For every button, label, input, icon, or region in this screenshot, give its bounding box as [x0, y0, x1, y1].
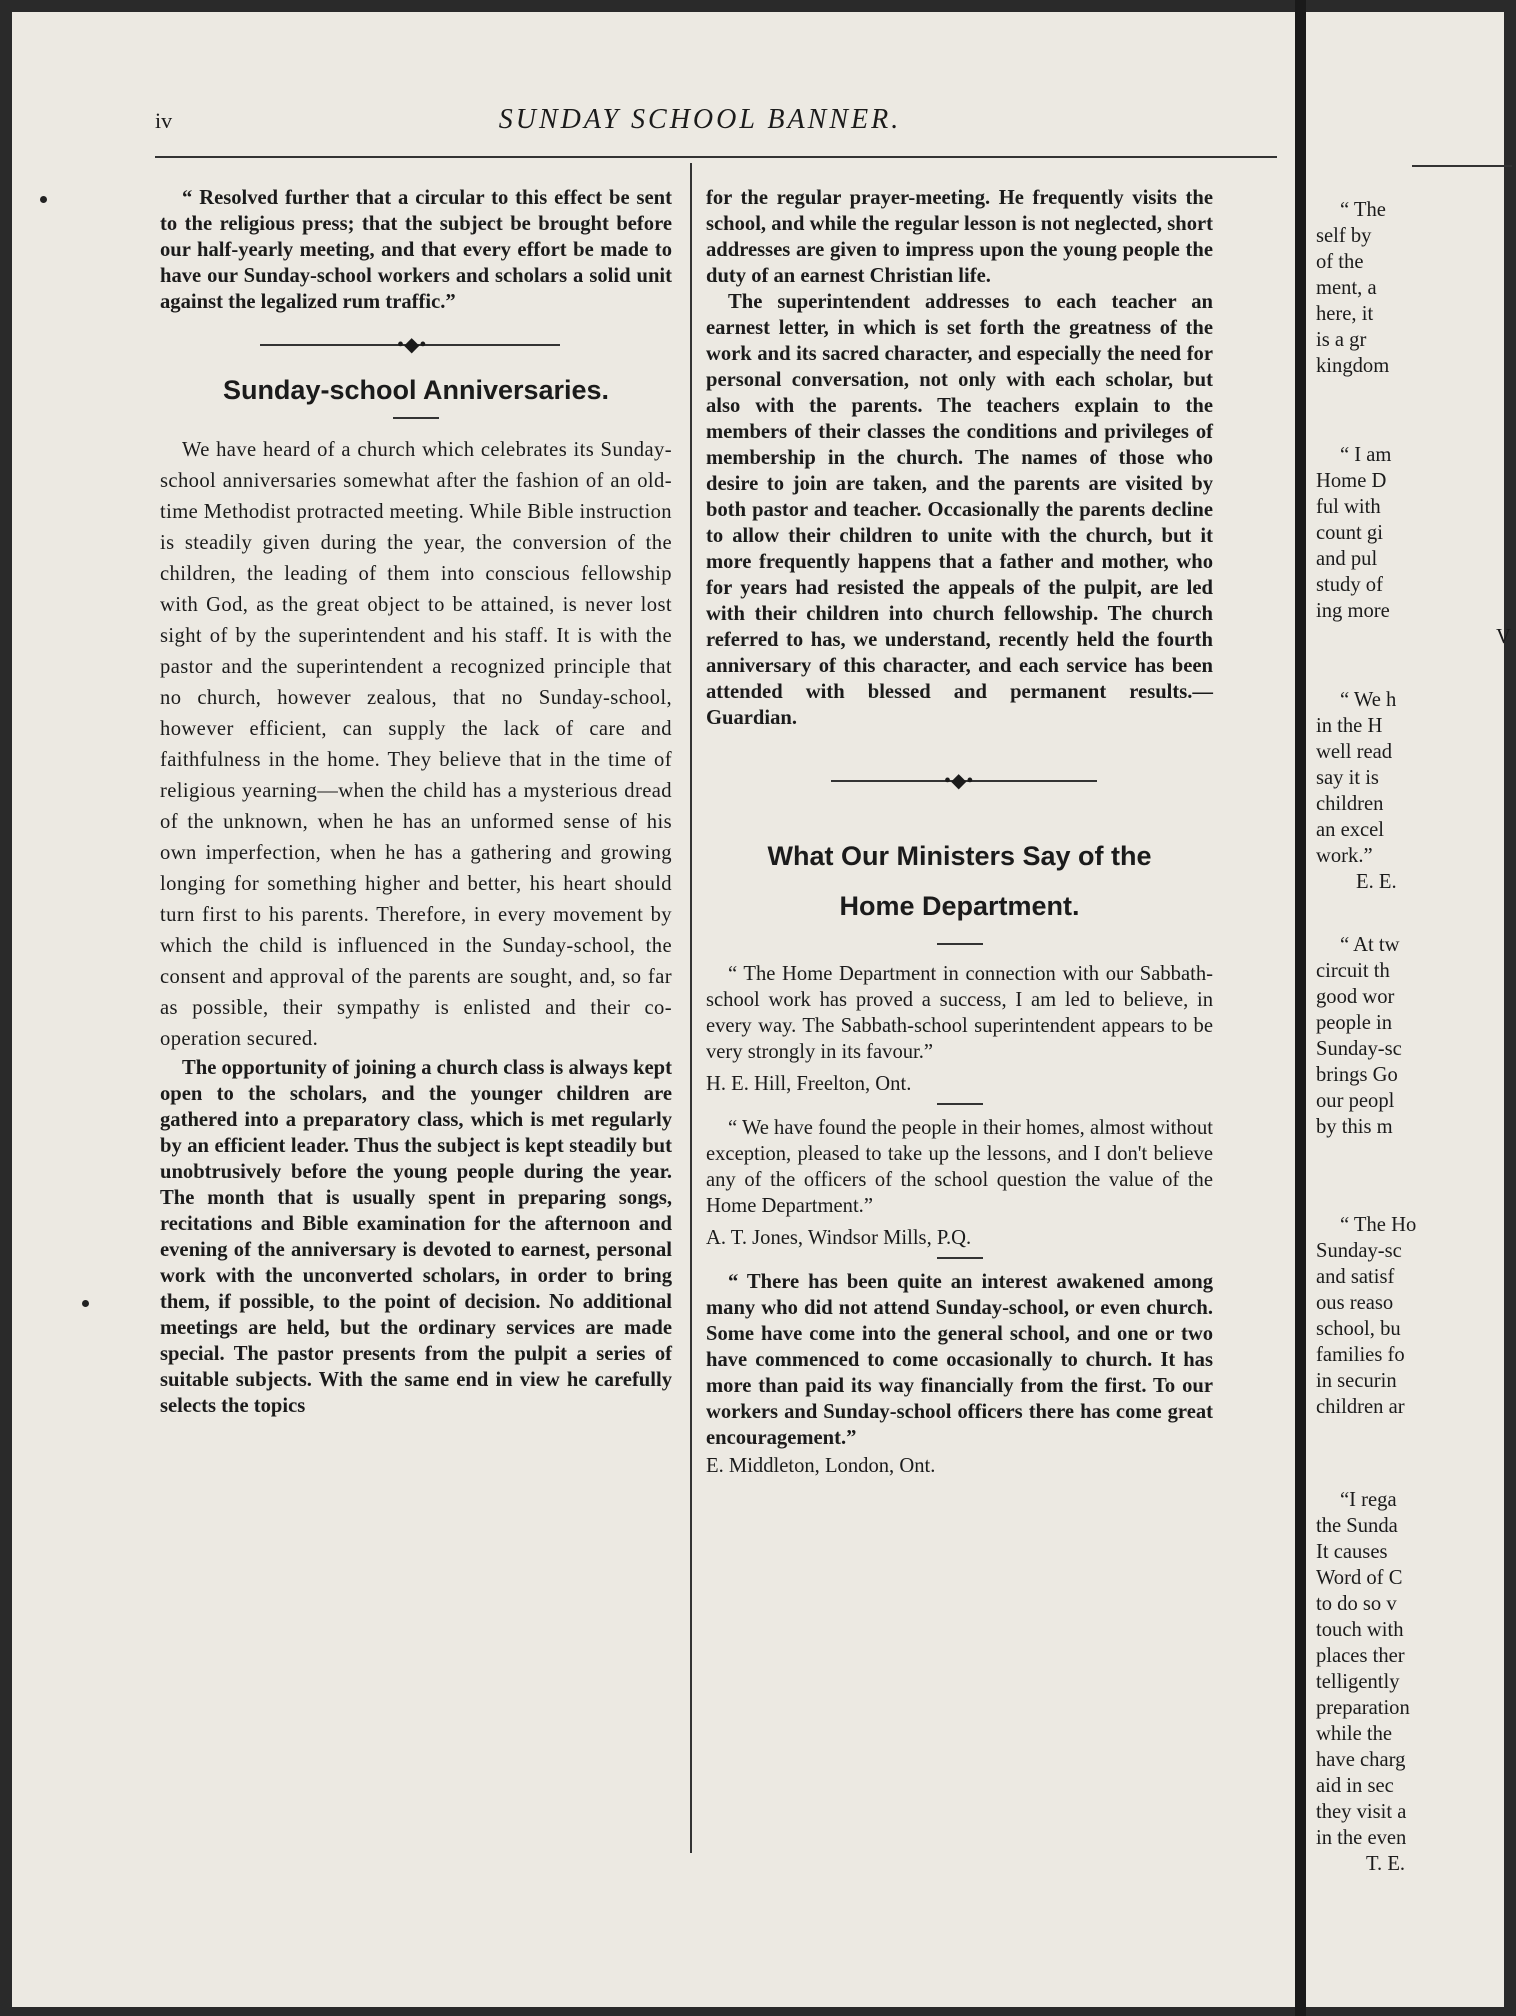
fragment-line: they visit a [1316, 1801, 1407, 1823]
fragment-line: in the even [1316, 1827, 1407, 1849]
fragment-line: aid in sec [1316, 1775, 1394, 1797]
section-ornament [160, 329, 672, 361]
fragment-line: to do so v [1316, 1593, 1397, 1615]
fragment-line: places ther [1316, 1645, 1405, 1667]
ornament-dot-icon: •◆• [944, 770, 974, 792]
fragment-line: children [1316, 793, 1384, 815]
fragment-line: in securin [1316, 1370, 1397, 1392]
anniversaries-paragraph-2: The opportunity of joining a church class is always kept open to the scholars, and the younger children are gathered into a preparatory class, which is met regularly by an efficient leader. Thus the subject is kept steadily but unobtrusively before the young people during the year. The month that is usually spent in preparing songs, recitations and Bible examination for the afternoon and evening of the anniversary is devoted to earnest, personal work with the unconverted scholars, in order to bring them, if possible, to the point of decision. No additional meetings are held, but the ordinary services are made special. The pastor presents from the pulpit a series of suitable subjects. With the same end in view he carefully selects the topics [160, 1057, 672, 1417]
fragment-line: of the [1316, 251, 1364, 273]
resolution-paragraph: “ Resolved further that a circular to this effect be sent to the religious press; that the subject be brought before our half-yearly meeting, and that every effort be made to have our Sunday-school workers and scholars a solid unit against the legalized rum traffic.” [160, 187, 672, 313]
fragment-line: ment, a [1316, 277, 1377, 299]
fragment-line: touch with [1316, 1619, 1404, 1641]
fragment-line: and satisf [1316, 1266, 1395, 1288]
fragment-line: “ We h [1340, 689, 1397, 711]
fragment-block-3 [1316, 687, 1516, 895]
fragment-line: our peopl [1316, 1090, 1395, 1112]
fragment-line: ous reaso [1316, 1292, 1394, 1314]
fragment-block-5 [1316, 1212, 1516, 1420]
fragment-block-4 [1316, 932, 1516, 1140]
fragment-line: kingdom [1316, 355, 1390, 377]
signature-hill: H. E. Hill, Freelton, Ont. [706, 1073, 912, 1095]
section-ornament [706, 765, 1213, 797]
heading-rule [393, 417, 439, 419]
fragment-line: work.” [1316, 845, 1373, 867]
heading-ministers [706, 831, 1213, 931]
quote-middleton: “ There has been quite an interest awakened among many who did not attend Sunday-school, or even church. Some have come into the general school, and one or two have commenced to come occasionally to church. It has more than paid its way financially from the first. To our workers and Sunday-school officers there has come great encouragement.” [706, 1271, 1213, 1449]
signature-middleton: E. Middleton, London, Ont. [706, 1455, 936, 1477]
fragment-line: It causes [1316, 1541, 1388, 1563]
fragment-line: “ At tw [1340, 934, 1400, 956]
separator-rule [937, 1257, 983, 1259]
quote-hill: “ The Home Department in connection with our Sabbath-school work has proved a success, I am led to believe, in every way. The Sabbath-school superintendent appears to be very strongly in its favour.” [706, 963, 1213, 1063]
fragment-line: children ar [1316, 1396, 1405, 1418]
right-fragment-container [1306, 12, 1511, 2007]
fragment-block-2 [1316, 442, 1516, 650]
fragment-line: study of [1316, 574, 1383, 596]
fragment-line: “I rega [1340, 1489, 1397, 1511]
fragment-line: families fo [1316, 1344, 1405, 1366]
running-title: SUNDAY SCHOOL BANNER. [498, 104, 902, 135]
fragment-line: well read [1316, 741, 1393, 763]
fragment-line: telligently [1316, 1671, 1400, 1693]
scan-speck [82, 1300, 89, 1307]
fragment-line: T. E. [1366, 1853, 1406, 1875]
fragment-line: self by [1316, 225, 1372, 247]
fragment-line: good wor [1316, 986, 1395, 1008]
separator-rule [937, 1103, 983, 1105]
fragment-line: school, bu [1316, 1318, 1401, 1340]
fragment-line: brings Go [1316, 1064, 1398, 1086]
fragment-line: E. E. [1356, 871, 1397, 893]
column-rule [690, 163, 692, 1853]
fragment-line: “ The [1340, 199, 1386, 221]
fragment-block-1 [1316, 197, 1516, 379]
anniversaries-paragraph-1: We have heard of a church which celebrates its Sunday-school anniversaries somewhat after the fashion of an old-time Methodist protracted meeting. While Bible instruction is steadily given during the year, the conversion of the children, the leading of them into conscious fellowship with God, as the great object to be attained, is never lost sight of by the superintendent and his staff. It is with the pastor and the superintendent a recognized principle that no church, however zealous, that no Sunday-school, however efficient, can supply the lack of care and faithfulness in the home. They believe that in the time of religious yearning—when the child has a mysterious dread of the unknown, when he has an unformed sense of his own imperfection, when he has a gathering and growing longing for something higher and better, his heart should turn first to his parents. Therefore, in every movement by which the child is influenced in the Sunday-school, the consent and approval of the parents are sought, and, so far as possible, their sympathy is enlisted and their co-operation secured. [160, 439, 672, 1050]
heading-rule [937, 943, 983, 945]
fragment-line: “ I am [1340, 444, 1392, 466]
header-rule [155, 156, 1277, 158]
fragment-line: count gi [1316, 522, 1383, 544]
ornament-dot-icon: •◆• [397, 334, 427, 356]
fragment-line: have charg [1316, 1749, 1406, 1771]
right-header-rule [1412, 165, 1512, 167]
fragment-line: people in [1316, 1012, 1393, 1034]
heading-anniversaries: Sunday-school Anniversaries. [222, 375, 610, 405]
fragment-line: Home D [1316, 470, 1387, 492]
fragment-line: an excel [1316, 819, 1385, 841]
signature-jones: A. T. Jones, Windsor Mills, P.Q. [706, 1227, 972, 1249]
fragment-line: Sunday-sc [1316, 1038, 1402, 1060]
page-number: iv [155, 108, 173, 133]
scan-speck [40, 196, 47, 203]
fragment-line: while the [1316, 1723, 1393, 1745]
fragment-line: say it is [1316, 767, 1379, 789]
fragment-line: ful with [1316, 496, 1381, 518]
fragment-line: is a gr [1316, 329, 1367, 351]
superintendent-paragraph: The superintendent addresses to each teacher an earnest letter, in which is set forth the greatness of the work and its sacred character, and especially the need for personal conversation, not only with each scholar, but also with the parents. The teachers explain to the members of their classes the conditions and privileges of membership in the church. The names of those who desire to join are taken, and the parents are visited by both pastor and teacher. Occasionally the parents decline to allow their children to unite with the church, but it more frequently happens that a father and mother, who for years had resisted the appeals of the pulpit, are led with their children into church fellowship. The church referred to has, we understand, recently held the fourth anniversary of this character, and each service has been attended with blessed and permanent results.—Guardian. [706, 291, 1213, 729]
fragment-line: here, it [1316, 303, 1374, 325]
continued-paragraph: for the regular prayer-meeting. He frequently visits the school, and while the regular lesson is not neglected, short addresses are given to impress upon the young people the duty of an earnest Christian life. [706, 187, 1213, 287]
fragment-line: the Sunda [1316, 1515, 1398, 1537]
fragment-line: by this m [1316, 1116, 1393, 1138]
fragment-block-6 [1316, 1487, 1516, 1877]
fragment-line: ing more [1316, 600, 1390, 622]
fragment-line: Sunday-sc [1316, 1240, 1402, 1262]
fragment-line: in the H [1316, 715, 1383, 737]
fragment-line: Word of C [1316, 1567, 1403, 1589]
quote-jones: “ We have found the people in their homes, almost without exception, pleased to take up the lessons, and I don't believe any of the officers of the school question the value of the Home Department.” [706, 1117, 1213, 1217]
fragment-line: preparation [1316, 1697, 1410, 1719]
fragment-line: circuit th [1316, 960, 1390, 982]
fragment-line: and pul [1316, 548, 1378, 570]
binding-gutter [1295, 0, 1306, 2016]
heading-ministers-line1: What Our Ministers Say of the [767, 841, 1152, 871]
fragment-line: V [1496, 626, 1511, 648]
middle-column [706, 185, 1213, 1479]
fragment-line: “ The Ho [1340, 1214, 1417, 1236]
heading-ministers-line2: Home Department. [839, 891, 1080, 921]
left-column [160, 185, 672, 1419]
